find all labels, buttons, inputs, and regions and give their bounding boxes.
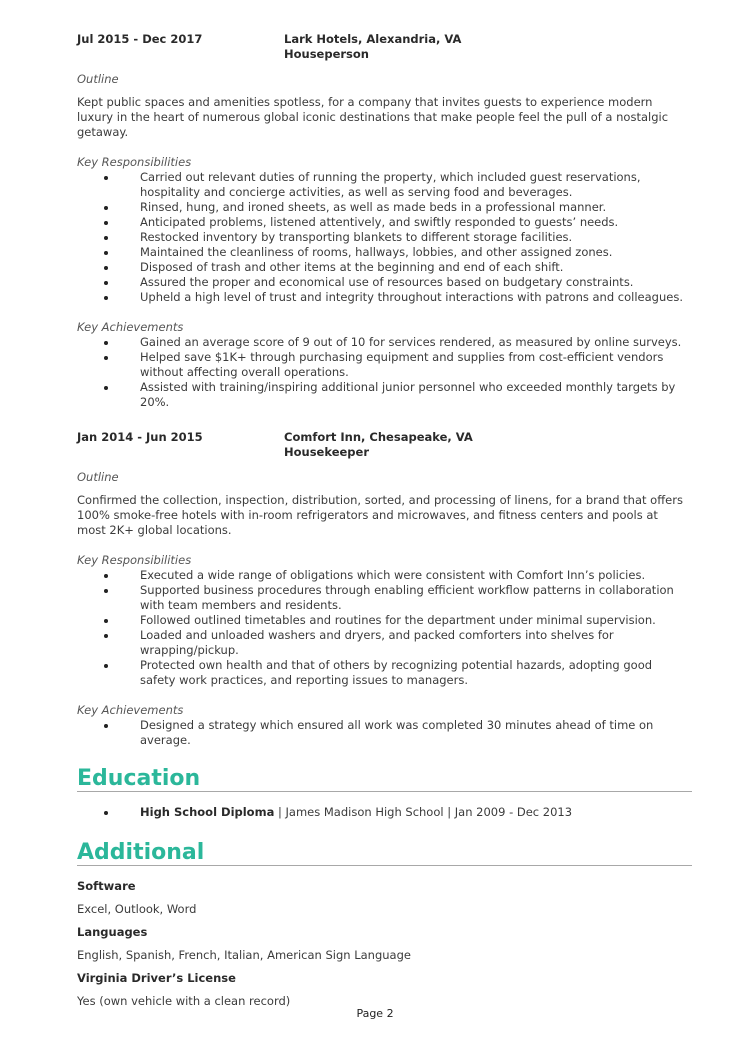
education-list — [77, 805, 687, 820]
job-title: Housekeeper — [284, 445, 369, 459]
achievements-label: Key Achievements — [77, 320, 184, 334]
bullet-icon — [104, 206, 108, 210]
bullet-icon — [104, 221, 108, 225]
job-header — [77, 430, 687, 460]
education-details: | James Madison High School | Jan 2009 - Dec 2013 — [274, 805, 573, 819]
bullet-icon — [104, 341, 108, 345]
list-item: Helped save $1K+ through purchasing equipment and supplies from cost-efficient vendors without affecting overall operations. — [77, 350, 687, 380]
bullet-icon — [104, 574, 108, 578]
software-label: Software — [77, 879, 136, 893]
bullet-icon — [104, 724, 108, 728]
outline-label: Outline — [77, 72, 119, 86]
responsibilities-label: Key Responsibilities — [77, 155, 192, 169]
outline-text: Kept public spaces and amenities spotless, for a company that invites guests to experience modern luxury in the heart of numerous global iconic destinations that make people feel the pull of a nostalgic getaway. — [77, 95, 669, 139]
outline-label: Outline — [77, 470, 119, 484]
list-item: Restocked inventory by transporting blankets to different storage facilities. — [77, 230, 687, 245]
list-item: Followed outlined timetables and routines for the department under minimal supervision. — [77, 613, 687, 628]
page-number: Page 2 — [356, 1007, 394, 1020]
bullet-icon — [104, 634, 108, 638]
list-item: Gained an average score of 9 out of 10 for services rendered, as measured by online surveys. — [77, 335, 687, 350]
list-item: Upheld a high level of trust and integrity throughout interactions with patrons and colleagues. — [77, 290, 687, 305]
bullet-icon — [104, 356, 108, 360]
achievements-label: Key Achievements — [77, 703, 184, 717]
license-label: Virginia Driver’s License — [77, 971, 236, 985]
software-value: Excel, Outlook, Word — [77, 902, 197, 916]
list-item: Disposed of trash and other items at the beginning and end of each shift. — [77, 260, 687, 275]
list-item: Designed a strategy which ensured all work was completed 30 minutes ahead of time on average. — [77, 718, 687, 748]
responsibilities-label: Key Responsibilities — [77, 553, 192, 567]
bullet-icon — [104, 296, 108, 300]
list-item — [77, 805, 687, 820]
bullet-icon — [104, 236, 108, 240]
responsibilities-list — [77, 568, 687, 688]
section-title-education: Education — [77, 767, 692, 792]
responsibilities-list — [77, 170, 687, 305]
bullet-icon — [104, 619, 108, 623]
license-value: Yes (own vehicle with a clean record) — [77, 994, 291, 1008]
bullet-icon — [104, 811, 108, 815]
job-company: Lark Hotels, Alexandria, VA — [284, 32, 462, 46]
degree: High School Diploma — [140, 805, 275, 819]
job-company: Comfort Inn, Chesapeake, VA — [284, 430, 473, 444]
achievements-list — [77, 335, 687, 410]
bullet-icon — [104, 589, 108, 593]
job-title: Houseperson — [284, 47, 369, 61]
list-item: Protected own health and that of others by recognizing potential hazards, adopting good safety work practices, and reporting issues to managers. — [77, 658, 687, 688]
bullet-icon — [104, 664, 108, 668]
achievements-list — [77, 718, 687, 748]
list-item: Anticipated problems, listened attentively, and swiftly responded to guests’ needs. — [77, 215, 687, 230]
list-item: Assured the proper and economical use of resources based on budgetary constraints. — [77, 275, 687, 290]
education-section — [77, 767, 687, 820]
bullet-icon — [104, 266, 108, 270]
bullet-icon — [104, 176, 108, 180]
bullet-icon — [104, 386, 108, 390]
additional-section — [77, 841, 687, 1009]
list-item: Assisted with training/inspiring additional junior personnel who exceeded monthly targets by 20%. — [77, 380, 687, 410]
job-header — [77, 32, 687, 62]
list-item: Carried out relevant duties of running the property, which included guest reservations, hospitality and concierge activities, as well as serving food and beverages. — [77, 170, 687, 200]
languages-label: Languages — [77, 925, 148, 939]
job-dates: Jul 2015 - Dec 2017 — [77, 32, 203, 46]
outline-text: Confirmed the collection, inspection, distribution, sorted, and processing of linens, for a brand that offers 100% smoke-free hotels with in-room refrigerators and microwaves, and fitness centers and pools at most 2K+ global locations. — [77, 493, 683, 537]
section-title-additional: Additional — [77, 841, 692, 866]
list-item: Loaded and unloaded washers and dryers, and packed comforters into shelves for wrapping/pickup. — [77, 628, 687, 658]
resume-content — [77, 32, 687, 1009]
job-dates: Jan 2014 - Jun 2015 — [77, 430, 203, 444]
list-item: Rinsed, hung, and ironed sheets, as well as made beds in a professional manner. — [77, 200, 687, 215]
languages-value: English, Spanish, French, Italian, American Sign Language — [77, 948, 411, 962]
job-entry-comfort-inn — [77, 430, 687, 748]
bullet-icon — [104, 251, 108, 255]
list-item: Maintained the cleanliness of rooms, hallways, lobbies, and other assigned zones. — [77, 245, 687, 260]
bullet-icon — [104, 281, 108, 285]
list-item: Supported business procedures through enabling efficient workflow patterns in collaboration with team members and residents. — [77, 583, 687, 613]
list-item: Executed a wide range of obligations which were consistent with Comfort Inn’s policies. — [77, 568, 687, 583]
job-entry-lark — [77, 32, 687, 410]
